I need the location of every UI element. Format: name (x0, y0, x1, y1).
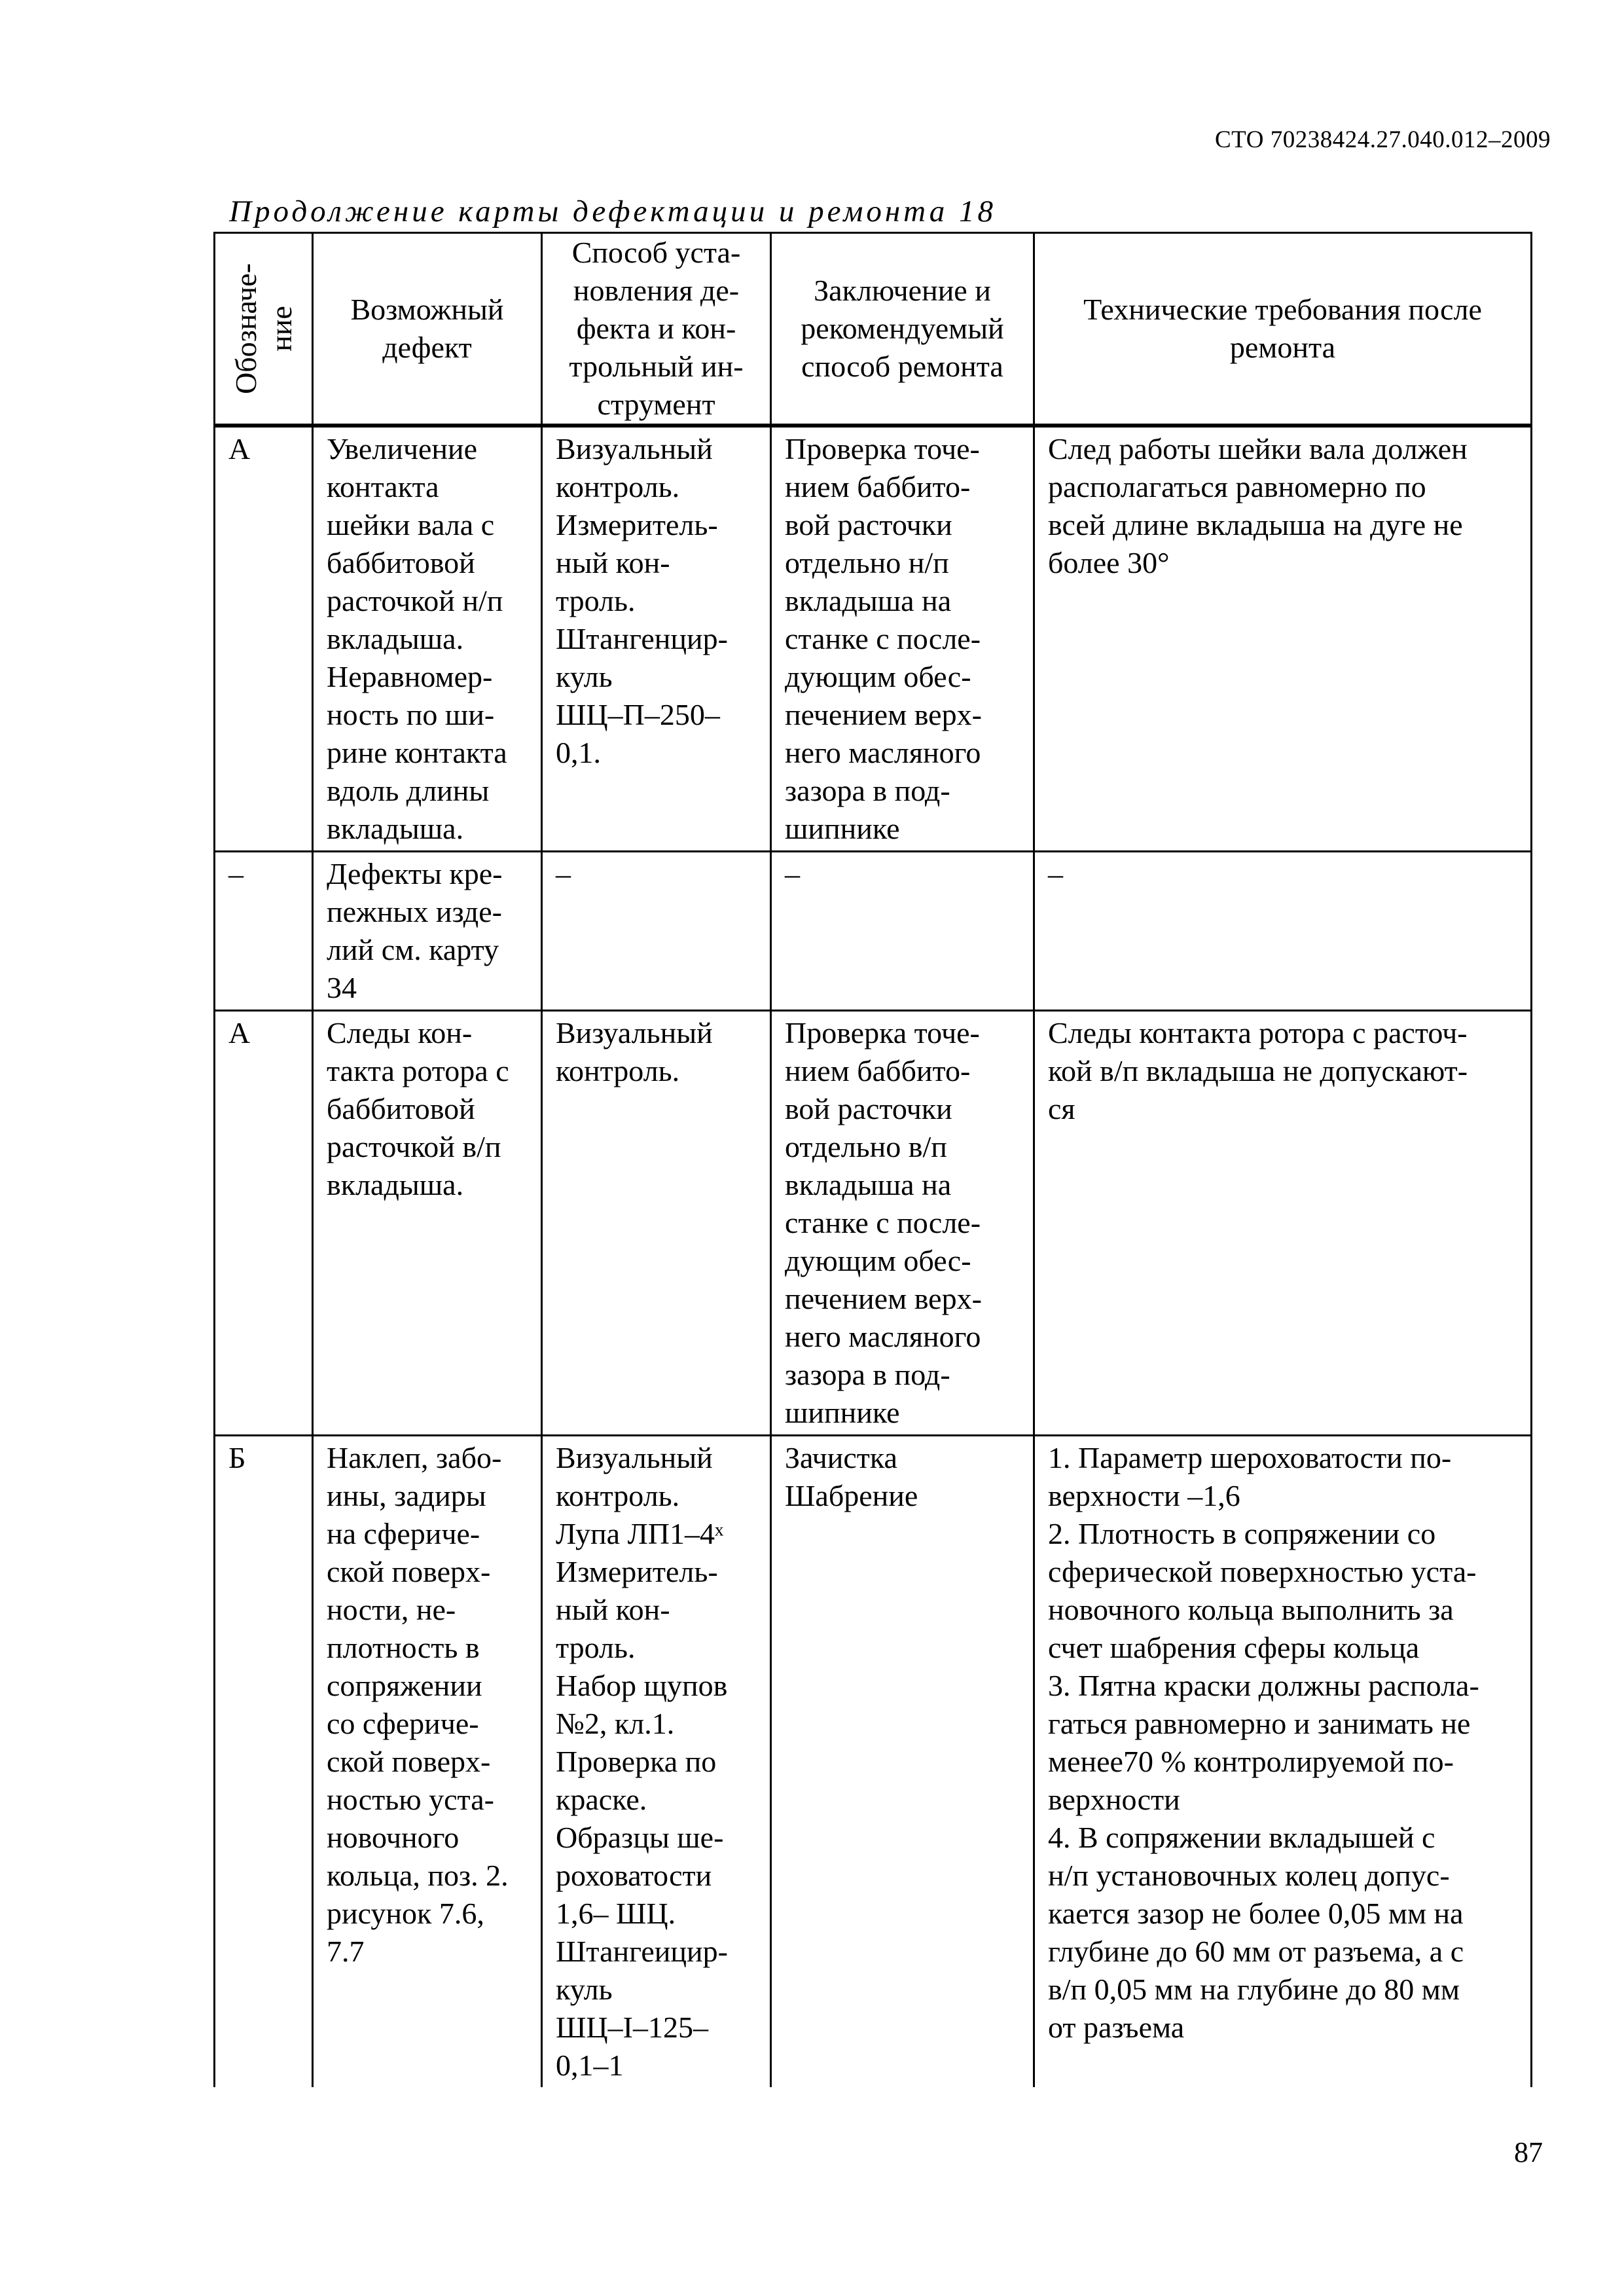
table-header-row (215, 233, 1532, 426)
cell-designation: А (215, 426, 313, 852)
table-row (215, 1436, 1532, 2088)
cell-requirements: 1. Параметр шероховатости по- верхности –1,6 2. Плотность в сопряжении со сферической поверхностью уста- новочного кольца выполнить за счет шабрения сферы кольца 3. Пятна краски должны распола- гаться равномерно и занимать не менее70 % контролируемой по- верхности 4. В сопряжении вкладышей с н/п установочных колец допус- кается зазор не более 0,05 мм на глубине до 60 мм от разъема, а с в/п 0,05 мм на глубине до 80 мм от разъема (1034, 1436, 1532, 2088)
cell-designation: – (215, 852, 313, 1011)
cell-conclusion: Зачистка Шабрение (771, 1436, 1034, 2088)
table-row (215, 426, 1532, 852)
cell-method: Визуальный контроль. Лупа ЛП1–4ˣ Измеритель- ный кон- троль. Набор щупов №2, кл.1. Проверка по краске. Образцы ше- роховатости 1,6– ШЦ. Штангеицир- куль ШЦ–I–125– 0,1–1 (542, 1436, 771, 2088)
column-header-designation (215, 233, 313, 426)
cell-designation: Б (215, 1436, 313, 2088)
cell-defect: Увеличение контакта шейки вала с баббитовой расточкой н/п вкладыша. Неравномер- ность по ши- рине контакта вдоль длины вкладыша. (313, 426, 542, 852)
cell-method: – (542, 852, 771, 1011)
cell-requirements: Следы контакта ротора с расточ- кой в/п вкладыша не допускают- ся (1034, 1011, 1532, 1436)
cell-conclusion: Проверка точе- нием баббито- вой расточки отдельно в/п вкладыша на станке с после- дующим обес- печением верх- него масляного зазора в под- шипнике (771, 1011, 1034, 1436)
cell-defect: Следы кон- такта ротора с баббитовой расточкой в/п вкладыша. (313, 1011, 542, 1436)
column-header-requirements: Технические требования после ремонта (1034, 233, 1532, 426)
table-row (215, 1011, 1532, 1436)
cell-method: Визуальный контроль. (542, 1011, 771, 1436)
page-number: 87 (1514, 2136, 1543, 2168)
cell-requirements: След работы шейки вала должен располагаться равномерно по всей длине вкладыша на дуге не более 30° (1034, 426, 1532, 852)
cell-requirements: – (1034, 852, 1532, 1011)
cell-defect: Наклеп, забо- ины, задиры на сфериче- ской поверх- ности, не- плотность в сопряжении со сфериче- ской поверх- ностью уста- новочного кольца, поз. 2. рисунок 7.6, 7.7 (313, 1436, 542, 2088)
cell-defect: Дефекты кре- пежных изде- лий см. карту 34 (313, 852, 542, 1011)
table-caption: Продолжение карты дефектации и ремонта 18 (229, 194, 996, 228)
document-code: СТО 70238424.27.040.012–2009 (1214, 126, 1551, 153)
column-header-possible-defect: Возможный дефект (313, 233, 542, 426)
column-header-conclusion: Заключение и рекомендуемый способ ремонта (771, 233, 1034, 426)
column-header-designation-label: Обозначе- ние (228, 263, 298, 394)
cell-conclusion: Проверка точе- нием баббито- вой расточки отдельно н/п вкладыша на станке с после- дующим обес- печением верх- него масляного зазора в под- шипнике (771, 426, 1034, 852)
table-row (215, 852, 1532, 1011)
cell-designation: А (215, 1011, 313, 1436)
cell-conclusion: – (771, 852, 1034, 1011)
column-header-detection-method: Способ уста- новления де- фекта и кон- трольный ин- струмент (542, 233, 771, 426)
defect-repair-table (213, 232, 1532, 2087)
cell-method: Визуальный контроль. Измеритель- ный кон- троль. Штангенцир- куль ШЦ–П–250– 0,1. (542, 426, 771, 852)
